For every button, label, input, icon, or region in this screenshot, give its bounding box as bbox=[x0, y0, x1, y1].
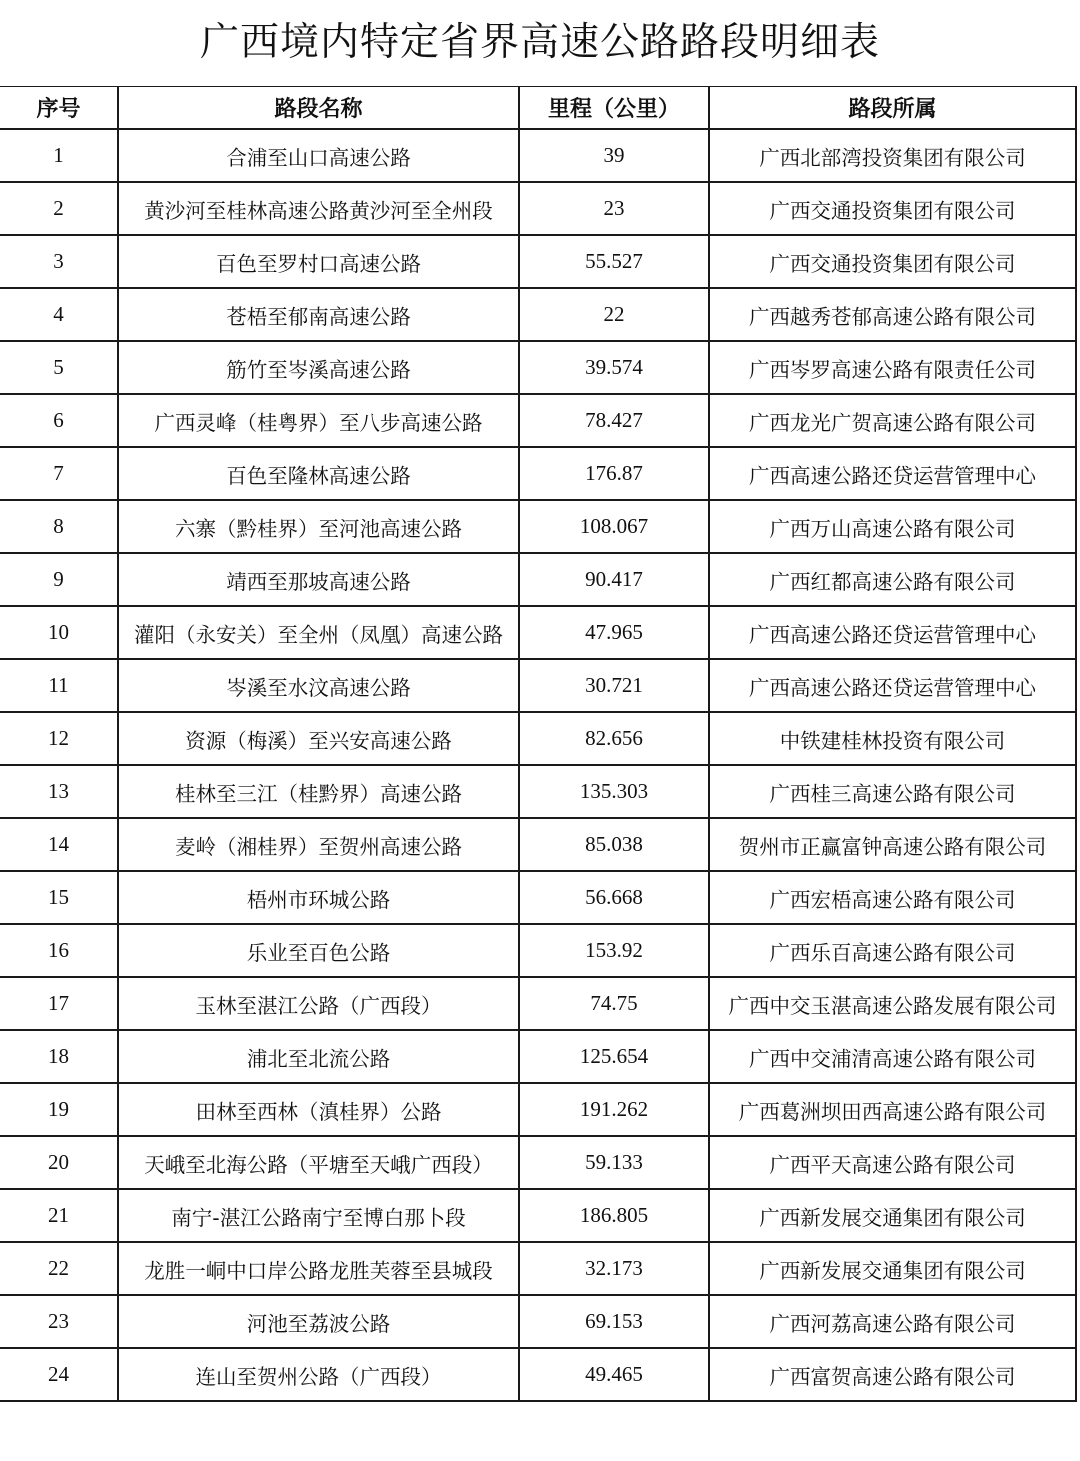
cell-mileage: 108.067 bbox=[519, 500, 709, 553]
cell-serial-number: 13 bbox=[0, 765, 118, 818]
cell-owner: 广西宏梧高速公路有限公司 bbox=[709, 871, 1076, 924]
cell-section-name: 靖西至那坡高速公路 bbox=[118, 553, 519, 606]
header-serial-number: 序号 bbox=[0, 87, 118, 130]
cell-mileage: 49.465 bbox=[519, 1348, 709, 1401]
cell-serial-number: 8 bbox=[0, 500, 118, 553]
cell-serial-number: 9 bbox=[0, 553, 118, 606]
table-row bbox=[0, 1083, 1076, 1136]
table-row bbox=[0, 765, 1076, 818]
header-mileage: 里程（公里） bbox=[519, 87, 709, 130]
cell-owner: 广西河荔高速公路有限公司 bbox=[709, 1295, 1076, 1348]
cell-serial-number: 24 bbox=[0, 1348, 118, 1401]
header-owner: 路段所属 bbox=[709, 87, 1076, 130]
cell-serial-number: 20 bbox=[0, 1136, 118, 1189]
cell-mileage: 23 bbox=[519, 182, 709, 235]
cell-section-name: 田林至西林（滇桂界）公路 bbox=[118, 1083, 519, 1136]
table-row bbox=[0, 606, 1076, 659]
cell-owner: 广西岑罗高速公路有限责任公司 bbox=[709, 341, 1076, 394]
page-title: 广西境内特定省界高速公路路段明细表 bbox=[199, 20, 880, 65]
cell-serial-number: 15 bbox=[0, 871, 118, 924]
cell-serial-number: 16 bbox=[0, 924, 118, 977]
cell-section-name: 苍梧至郁南高速公路 bbox=[118, 288, 519, 341]
cell-mileage: 153.92 bbox=[519, 924, 709, 977]
cell-owner: 广西红都高速公路有限公司 bbox=[709, 553, 1076, 606]
cell-section-name: 麦岭（湘桂界）至贺州高速公路 bbox=[118, 818, 519, 871]
table-row bbox=[0, 1136, 1076, 1189]
cell-owner: 中铁建桂林投资有限公司 bbox=[709, 712, 1076, 765]
table-row bbox=[0, 1348, 1076, 1401]
cell-serial-number: 19 bbox=[0, 1083, 118, 1136]
header-section-name: 路段名称 bbox=[118, 87, 519, 130]
cell-mileage: 39.574 bbox=[519, 341, 709, 394]
cell-mileage: 55.527 bbox=[519, 235, 709, 288]
cell-section-name: 百色至隆林高速公路 bbox=[118, 447, 519, 500]
cell-serial-number: 11 bbox=[0, 659, 118, 712]
cell-section-name: 筋竹至岑溪高速公路 bbox=[118, 341, 519, 394]
cell-mileage: 176.87 bbox=[519, 447, 709, 500]
cell-mileage: 47.965 bbox=[519, 606, 709, 659]
cell-serial-number: 4 bbox=[0, 288, 118, 341]
cell-section-name: 乐业至百色公路 bbox=[118, 924, 519, 977]
cell-owner: 广西北部湾投资集团有限公司 bbox=[709, 129, 1076, 182]
cell-mileage: 69.153 bbox=[519, 1295, 709, 1348]
cell-section-name: 桂林至三江（桂黔界）高速公路 bbox=[118, 765, 519, 818]
cell-mileage: 74.75 bbox=[519, 977, 709, 1030]
cell-section-name: 合浦至山口高速公路 bbox=[118, 129, 519, 182]
cell-serial-number: 1 bbox=[0, 129, 118, 182]
cell-section-name: 六寨（黔桂界）至河池高速公路 bbox=[118, 500, 519, 553]
cell-mileage: 90.417 bbox=[519, 553, 709, 606]
cell-serial-number: 17 bbox=[0, 977, 118, 1030]
cell-serial-number: 23 bbox=[0, 1295, 118, 1348]
cell-serial-number: 5 bbox=[0, 341, 118, 394]
cell-owner: 广西交通投资集团有限公司 bbox=[709, 235, 1076, 288]
cell-mileage: 30.721 bbox=[519, 659, 709, 712]
cell-section-name: 梧州市环城公路 bbox=[118, 871, 519, 924]
table-row bbox=[0, 129, 1076, 182]
table-row bbox=[0, 924, 1076, 977]
cell-owner: 广西平天高速公路有限公司 bbox=[709, 1136, 1076, 1189]
cell-serial-number: 22 bbox=[0, 1242, 118, 1295]
cell-mileage: 39 bbox=[519, 129, 709, 182]
cell-mileage: 82.656 bbox=[519, 712, 709, 765]
cell-section-name: 百色至罗村口高速公路 bbox=[118, 235, 519, 288]
cell-serial-number: 18 bbox=[0, 1030, 118, 1083]
cell-serial-number: 7 bbox=[0, 447, 118, 500]
cell-section-name: 岑溪至水汶高速公路 bbox=[118, 659, 519, 712]
table-body bbox=[0, 129, 1076, 1401]
cell-serial-number: 6 bbox=[0, 394, 118, 447]
cell-owner: 广西高速公路还贷运营管理中心 bbox=[709, 447, 1076, 500]
cell-mileage: 78.427 bbox=[519, 394, 709, 447]
table-row bbox=[0, 712, 1076, 765]
table-row bbox=[0, 500, 1076, 553]
table-row bbox=[0, 1242, 1076, 1295]
cell-owner: 广西中交浦清高速公路有限公司 bbox=[709, 1030, 1076, 1083]
cell-section-name: 玉林至湛江公路（广西段） bbox=[118, 977, 519, 1030]
cell-serial-number: 12 bbox=[0, 712, 118, 765]
cell-section-name: 龙胜一峒中口岸公路龙胜芙蓉至县城段 bbox=[118, 1242, 519, 1295]
cell-owner: 广西新发展交通集团有限公司 bbox=[709, 1189, 1076, 1242]
cell-mileage: 191.262 bbox=[519, 1083, 709, 1136]
cell-mileage: 22 bbox=[519, 288, 709, 341]
cell-mileage: 125.654 bbox=[519, 1030, 709, 1083]
cell-section-name: 连山至贺州公路（广西段） bbox=[118, 1348, 519, 1401]
cell-section-name: 广西灵峰（桂粤界）至八步高速公路 bbox=[118, 394, 519, 447]
cell-mileage: 56.668 bbox=[519, 871, 709, 924]
cell-owner: 广西万山高速公路有限公司 bbox=[709, 500, 1076, 553]
cell-owner: 广西中交玉湛高速公路发展有限公司 bbox=[709, 977, 1076, 1030]
road-section-table bbox=[0, 86, 1077, 1402]
cell-owner: 广西新发展交通集团有限公司 bbox=[709, 1242, 1076, 1295]
cell-owner: 广西高速公路还贷运营管理中心 bbox=[709, 606, 1076, 659]
cell-serial-number: 3 bbox=[0, 235, 118, 288]
cell-owner: 广西桂三高速公路有限公司 bbox=[709, 765, 1076, 818]
table-row bbox=[0, 341, 1076, 394]
cell-section-name: 资源（梅溪）至兴安高速公路 bbox=[118, 712, 519, 765]
table-row bbox=[0, 659, 1076, 712]
cell-serial-number: 14 bbox=[0, 818, 118, 871]
cell-mileage: 85.038 bbox=[519, 818, 709, 871]
table-row bbox=[0, 394, 1076, 447]
cell-owner: 广西龙光广贺高速公路有限公司 bbox=[709, 394, 1076, 447]
cell-owner: 广西交通投资集团有限公司 bbox=[709, 182, 1076, 235]
cell-mileage: 59.133 bbox=[519, 1136, 709, 1189]
table-header-row bbox=[0, 87, 1076, 130]
cell-serial-number: 10 bbox=[0, 606, 118, 659]
cell-owner: 广西富贺高速公路有限公司 bbox=[709, 1348, 1076, 1401]
cell-owner: 广西乐百高速公路有限公司 bbox=[709, 924, 1076, 977]
table-row bbox=[0, 1295, 1076, 1348]
table-row bbox=[0, 235, 1076, 288]
cell-owner: 广西高速公路还贷运营管理中心 bbox=[709, 659, 1076, 712]
cell-owner: 广西越秀苍郁高速公路有限公司 bbox=[709, 288, 1076, 341]
cell-serial-number: 21 bbox=[0, 1189, 118, 1242]
table-row bbox=[0, 182, 1076, 235]
cell-mileage: 186.805 bbox=[519, 1189, 709, 1242]
table-row bbox=[0, 288, 1076, 341]
table-row bbox=[0, 977, 1076, 1030]
cell-section-name: 南宁-湛江公路南宁至博白那卜段 bbox=[118, 1189, 519, 1242]
cell-section-name: 河池至荔波公路 bbox=[118, 1295, 519, 1348]
table-row bbox=[0, 871, 1076, 924]
cell-serial-number: 2 bbox=[0, 182, 118, 235]
table-row bbox=[0, 553, 1076, 606]
table-row bbox=[0, 447, 1076, 500]
cell-section-name: 浦北至北流公路 bbox=[118, 1030, 519, 1083]
cell-mileage: 135.303 bbox=[519, 765, 709, 818]
table-row bbox=[0, 1189, 1076, 1242]
cell-owner: 广西葛洲坝田西高速公路有限公司 bbox=[709, 1083, 1076, 1136]
cell-section-name: 黄沙河至桂林高速公路黄沙河至全州段 bbox=[118, 182, 519, 235]
table-row bbox=[0, 1030, 1076, 1083]
cell-owner: 贺州市正赢富钟高速公路有限公司 bbox=[709, 818, 1076, 871]
cell-section-name: 天峨至北海公路（平塘至天峨广西段） bbox=[118, 1136, 519, 1189]
cell-section-name: 灌阳（永安关）至全州（凤凰）高速公路 bbox=[118, 606, 519, 659]
cell-mileage: 32.173 bbox=[519, 1242, 709, 1295]
table-row bbox=[0, 818, 1076, 871]
